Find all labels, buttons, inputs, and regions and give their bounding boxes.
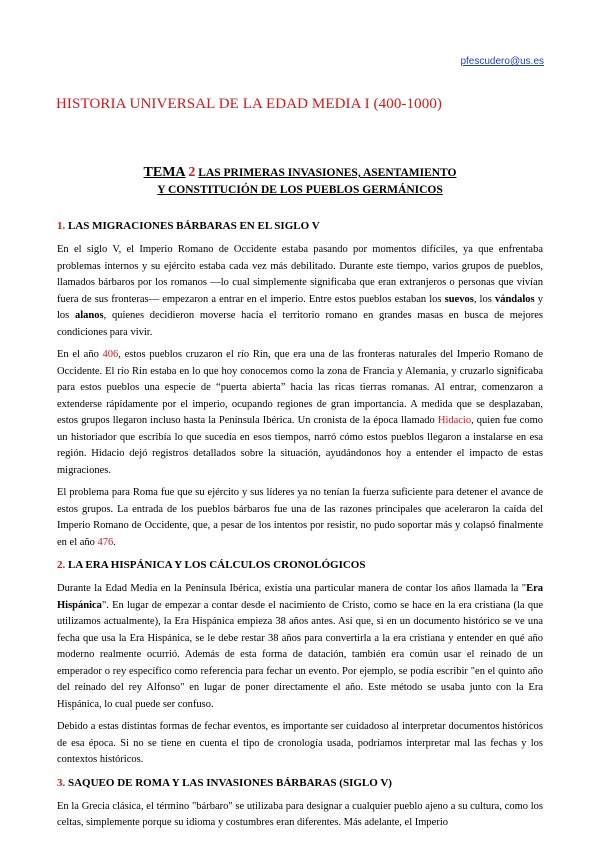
text-run: ". En lugar de empezar a contar desde el nacimiento de Cristo, como se hace en la era cristiana (la que utilizamos actualmente), la Era Hispánica empieza 38 años antes. Así que, si en un documento histórico se ve una fecha que usa la Era Hispánica, se le debe restar 38 años para convertirla a la era cristiana y entender en qué año moderno realmente ocurrió. Además de esta forma de datación, también era común usar el reinado de un emperador o rey específico como referencia para fechar un evento. Por ejemplo, se podía escribir "en el quinto año del reinado del rey Alfonso" en lugar de poner directamente el año. Este método se usaba junto con la Era Hispánica, lo cual puede ser confuso. [57, 599, 543, 710]
highlighted-name: Hidacio [437, 415, 472, 426]
section-heading-2 [57, 557, 543, 573]
document-body [57, 218, 543, 838]
section-title: SAQUEO DE ROMA Y LAS INVASIONES BÁRBARAS (SIGLO V) [68, 776, 392, 789]
section-heading-1 [57, 218, 543, 234]
bold-term: Era Hispánica [57, 583, 543, 611]
bold-term: suevos [444, 293, 474, 305]
text-run: , estos pueblos cruzaron el río Rin, que era una de las fronteras naturales del Imperio Romano de Occidente. El río Rin estaba en lo que hoy conocemos como la zona de Francia y Alemania, y cruzarlo significaba para estos pueblos una especie de “puerta abierta” hacia las ricas tierras romanas. Al entrar, comenzaron a extenderse rápidamente por el imperio, ocupando regiones de gran importancia. A medida que se desplazaban, estos grupos llegaron incluso hasta la Península Ibérica. Un cronista de la época llamado [57, 349, 543, 426]
lesson-heading [56, 164, 544, 199]
text-run: En el siglo V, el Imperio Romano de Occidente estaba pasando por momentos difíciles, ya que enfrentaba problemas internos y su ejército estaba cada vez más debilitado. Durante este tiempo, varios grupos de pueblos, llamados bárbaros por los romanos —lo cual simplemente significaba que eran extranjeros o personas que vivían fuera de sus fronteras— empezaron a entrar en el imperio. Entre estos pueblos estaban los [57, 244, 543, 305]
paragraph: Debido a estas distintas formas de fechar eventos, es importante ser cuidadoso al interpretar documentos históricos de esa época. Si no se tiene en cuenta el tipo de cronología usada, podríamos interpretar mal las fechas y los contextos históricos. [57, 721, 543, 765]
tema-label: TEMA [143, 165, 186, 180]
paragraph [57, 485, 543, 551]
section-title: LAS MIGRACIONES BÁRBARAS EN EL SIGLO V [68, 220, 320, 232]
text-run: . [113, 536, 116, 548]
tema-title-line-1: LAS PRIMERAS INVASIONES, ASENTAMIENTO [198, 167, 457, 179]
text-run: , quienes decidieron moverse hacia el territorio romano en grandes masas en busca de mejores condiciones para vivir. [57, 310, 543, 338]
bold-term: vándalos [494, 293, 535, 305]
text-run: En el año [57, 349, 103, 360]
section-title: LA ERA HISPÁNICA Y LOS CÁLCULOS CRONOLÓGICOS [68, 559, 366, 571]
bold-term: alanos [75, 310, 104, 321]
author-email-link[interactable]: pfescudero@us.es [460, 56, 544, 67]
tema-number: 2 [188, 165, 196, 180]
tema-title-line-2: Y CONSTITUCIÓN DE LOS PUEBLOS GERMÁNICOS [157, 184, 443, 196]
section-heading-3 [57, 775, 543, 791]
section-number: 1. [57, 220, 66, 232]
section-number: 2. [57, 559, 66, 571]
text-run: , los [473, 293, 495, 305]
paragraph [57, 581, 543, 713]
paragraph: En la Grecia clásica, el término "bárbaro" se utilizaba para designar a cualquier pueblo ajeno a su cultura, como los celtas, simplemente porque su idioma y costumbres eran diferentes. Más adelante, el Imperio [57, 800, 543, 828]
paragraph [57, 347, 543, 479]
text-run: y los [57, 293, 543, 321]
highlighted-year: 476 [97, 536, 114, 548]
text-run: El problema para Roma fue que su ejército y sus líderes ya no tenían la fuerza suficiente para detener el avance de estos grupos. La entrada de los pueblos bárbaros fue una de las razones principales que aceleraron la caída del Imperio Romano de Occidente, que, a pesar de los intentos por resistir, no pudo soportar más y colapsó finalmente en el año [57, 487, 543, 548]
paragraph [57, 242, 543, 341]
text-run: , quien fue como un historiador que escribía lo que sucedía en esos tiempos, narró cómo estos pueblos llegaron a instalarse en esa región. Hidacio dejó registros detallados sobre la situación, ayudándonos hoy a entender el impacto de estas migraciones. [57, 415, 543, 476]
highlighted-year: 406 [102, 349, 119, 360]
section-number: 3. [57, 776, 66, 789]
course-title: HISTORIA UNIVERSAL DE LA EDAD MEDIA I (400-1000) [56, 96, 443, 112]
text-run: Durante la Edad Media en la Península Ibérica, existía una particular manera de contar los años llamada la " [57, 583, 527, 594]
